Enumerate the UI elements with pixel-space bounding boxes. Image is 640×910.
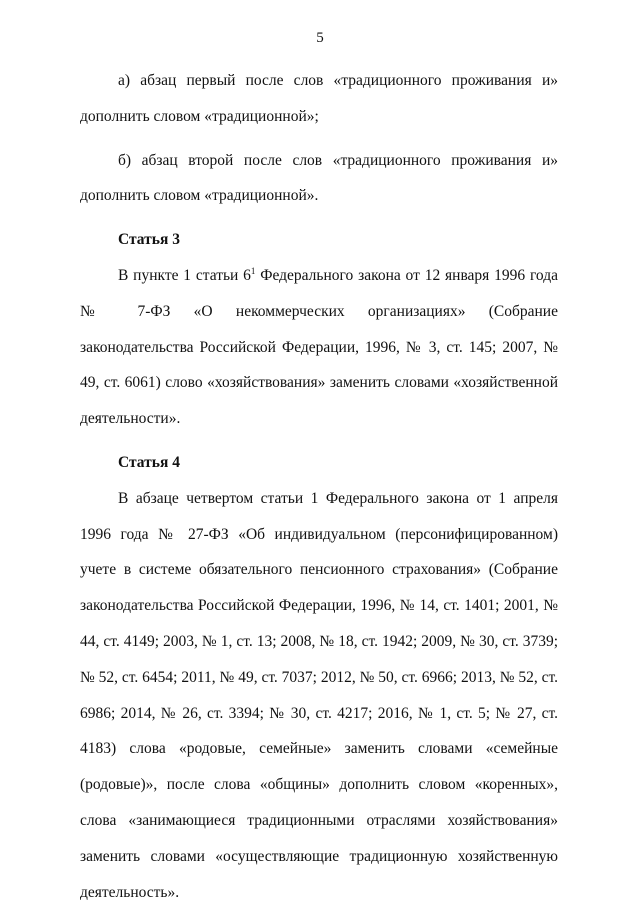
article-3-heading: Статья 3: [118, 231, 180, 249]
item-a-paragraph: а) абзац первый после слов «традиционного проживания и» дополнить словом «традиционной»;: [80, 72, 558, 125]
article-4-paragraph: В абзаце четвертом статьи 1 Федерального закона от 1 апреля 1996 года № 27-ФЗ «Об индивидуальном (персонифицированном) учете в системе обязательного пенсионного страхования» (Собрание законодательства Российской Федерации, 1996, № 14, ст. 1401; 2001, № 44, ст. 4149; 2003, № 1, ст. 13; 2008, № 18, ст. 1942; 2009, № 30, ст. 3739; № 52, ст. 6454; 2011, № 49, ст. 7037; 2012, № 50, ст. 6966; 2013, № 52, ст. 6986; 2014, № 26, ст. 3394; № 30, ст. 4217; 2016, № 1, ст. 5; № 27, ст. 4183) слова «родовые, семейные» заменить словами «семейные (родовые)», после слова «общины» дополнить словом «коренных», слова «занимающиеся традиционными отраслями хозяйствования» заменить словами «осуществляющие традиционную хозяйственную деятельность».: [80, 489, 558, 901]
article-3-text-after: Федерального закона от 12 января 1996 года № 7-ФЗ «О некоммерческих организациях» (Собрание законодательства Российской Федерации, 1996, № 3, ст. 145; 2007, № 49, ст. 6061) слово «хозяйствования» заменить словами «хозяйственной деятельности».: [80, 266, 558, 428]
article-3-superscript: 1: [250, 265, 256, 276]
article-3-paragraph: [80, 258, 558, 437]
article-3-text-before: В пункте 1 статьи 6: [118, 266, 251, 284]
document-body: [80, 63, 558, 910]
item-b-paragraph: б) абзац второй после слов «традиционного проживания и» дополнить словом «традиционной».: [80, 151, 558, 205]
article-4-heading: Статья 4: [118, 453, 180, 471]
page-number: 5: [316, 30, 324, 46]
